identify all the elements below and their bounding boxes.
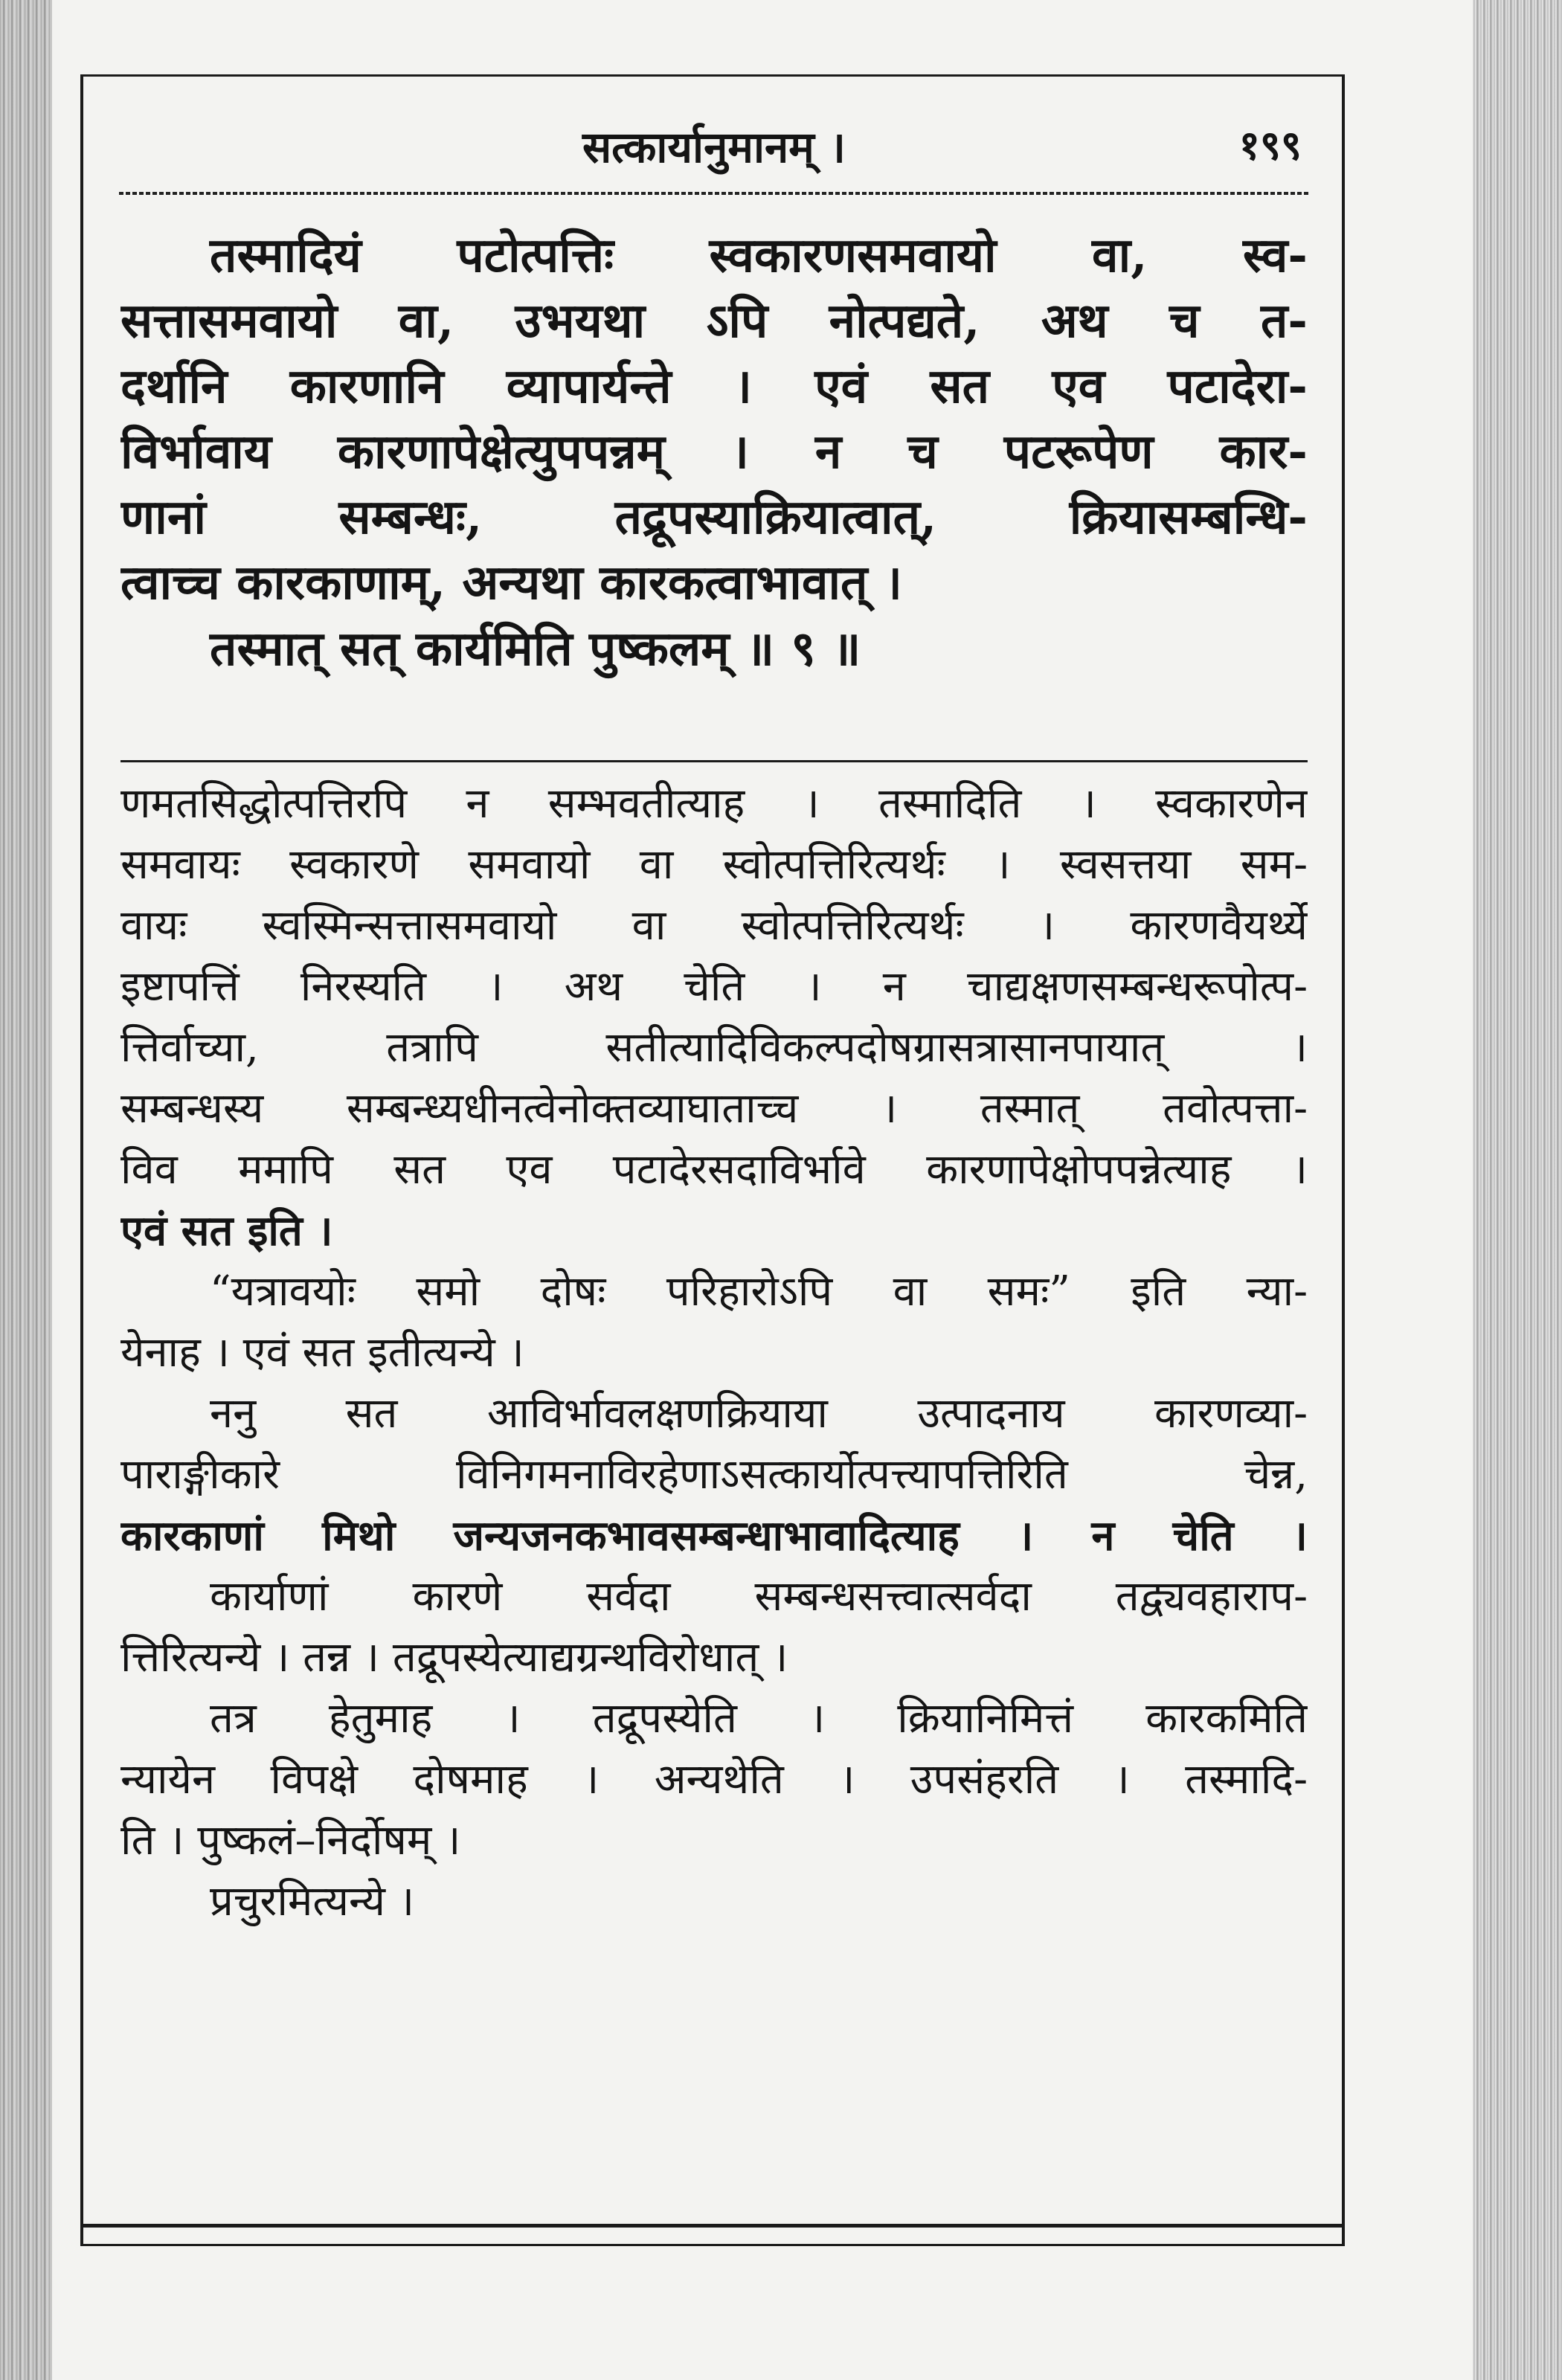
- commentary-line: “यत्रावयोः समो दोषः परिहारोऽपि वा समः” इति न्या-: [210, 1267, 1308, 1316]
- commentary-line: त्तिर्वाच्या, तत्रापि सतीत्यादिविकल्पदोषग्रासत्रासानपायात् ।: [120, 1023, 1308, 1072]
- commentary-line: प्रचुरमित्यन्ये ।: [210, 1877, 415, 1926]
- root-text-line: त्वाच्च कारकाणाम्, अन्यथा कारकत्वाभावात् ।: [120, 555, 903, 611]
- commentary-line: तत्र हेतुमाह । तद्रूपस्येति । क्रियानिमित्तं कारकमिति: [210, 1694, 1308, 1743]
- header-title: सत्कार्यानुमानम् ।: [582, 122, 846, 173]
- root-text-line: दर्थानि कारणानि व्यापार्यन्ते । एवं सत एव पटादेरा-: [120, 358, 1308, 414]
- commentary-line: त्तिरित्यन्ये । तन्न । तद्रूपस्येत्याद्यग्रन्थविरोधात् ।: [120, 1633, 788, 1682]
- commentary-rule: [120, 760, 1308, 762]
- commentary-line: कार्याणां कारणे सर्वदा सम्बन्धसत्त्वात्सर्वदा तद्व्यवहाराप-: [210, 1572, 1308, 1621]
- header-rule: [119, 192, 1309, 195]
- book-binding-edge: [0, 0, 52, 2380]
- commentary-line: कारकाणां मिथो जन्यजनकभावसम्बन्धाभावादित्याह । न चेति ।: [120, 1511, 1308, 1560]
- commentary-line: वायः स्वस्मिन्सत्तासमवायो वा स्वोत्पत्तिरित्यर्थः । कारणवैयर्थ्ये: [120, 901, 1308, 950]
- root-text-line: णानां सम्बन्धः, तद्रूपस्याक्रियात्वात्, क्रियासम्बन्धि-: [120, 489, 1308, 545]
- commentary-line: समवायः स्वकारणे समवायो वा स्वोत्पत्तिरित्यर्थः । स्वसत्तया सम-: [120, 840, 1308, 889]
- root-text-conclusion: तस्मात् सत् कार्यमिति पुष्कलम् ॥ ९ ॥: [210, 621, 861, 677]
- page-stack-edge: [1473, 0, 1562, 2380]
- commentary-line: पाराङ्गीकारे विनिगमनाविरहेणाऽसत्कार्योत्पत्त्यापत्तिरिति चेन्न,: [120, 1450, 1308, 1499]
- bottom-rule: [83, 2224, 1342, 2228]
- root-text-line: तस्मादियं पटोत्पत्तिः स्वकारणसमवायो वा, स्व-: [210, 228, 1308, 283]
- root-text-block: [120, 223, 1308, 683]
- commentary-block: [120, 774, 1308, 1932]
- commentary-line: एवं सत इति ।: [120, 1206, 333, 1255]
- running-header: [112, 112, 1317, 186]
- commentary-line: ननु सत आविर्भावलक्षणक्रियाया उत्पादनाय कारणव्या-: [210, 1389, 1308, 1438]
- page-number: १९९: [1238, 121, 1302, 169]
- commentary-line: विव ममापि सत एव पटादेरसदाविर्भावे कारणापेक्षोपपन्नेत्याह ।: [120, 1145, 1308, 1194]
- root-text-line: विर्भावाय कारणापेक्षेत्युपपन्नम् । न च पटरूपेण कार-: [120, 424, 1308, 480]
- commentary-line: न्यायेन विपक्षे दोषमाह । अन्यथेति । उपसंहरति । तस्मादि-: [120, 1755, 1308, 1804]
- commentary-line: येनाह । एवं सत इतीत्यन्ये ।: [120, 1328, 524, 1377]
- commentary-line: ति । पुष्कलं–निर्दोषम् ।: [120, 1816, 461, 1865]
- commentary-line: इष्टापत्तिं निरस्यति । अथ चेति । न चाद्यक्षणसम्बन्धरूपोत्प-: [120, 962, 1308, 1011]
- commentary-line: णमतसिद्धोत्पत्तिरपि न सम्भवतीत्याह । तस्मादिति । स्वकारणेन: [120, 779, 1308, 828]
- root-text-line: सत्तासमवायो वा, उभयथा ऽपि नोत्पद्यते, अथ च त-: [120, 293, 1308, 349]
- commentary-line: सम्बन्धस्य सम्बन्ध्यधीनत्वेनोक्तव्याघाताच्च । तस्मात् तवोत्पत्ता-: [120, 1084, 1308, 1133]
